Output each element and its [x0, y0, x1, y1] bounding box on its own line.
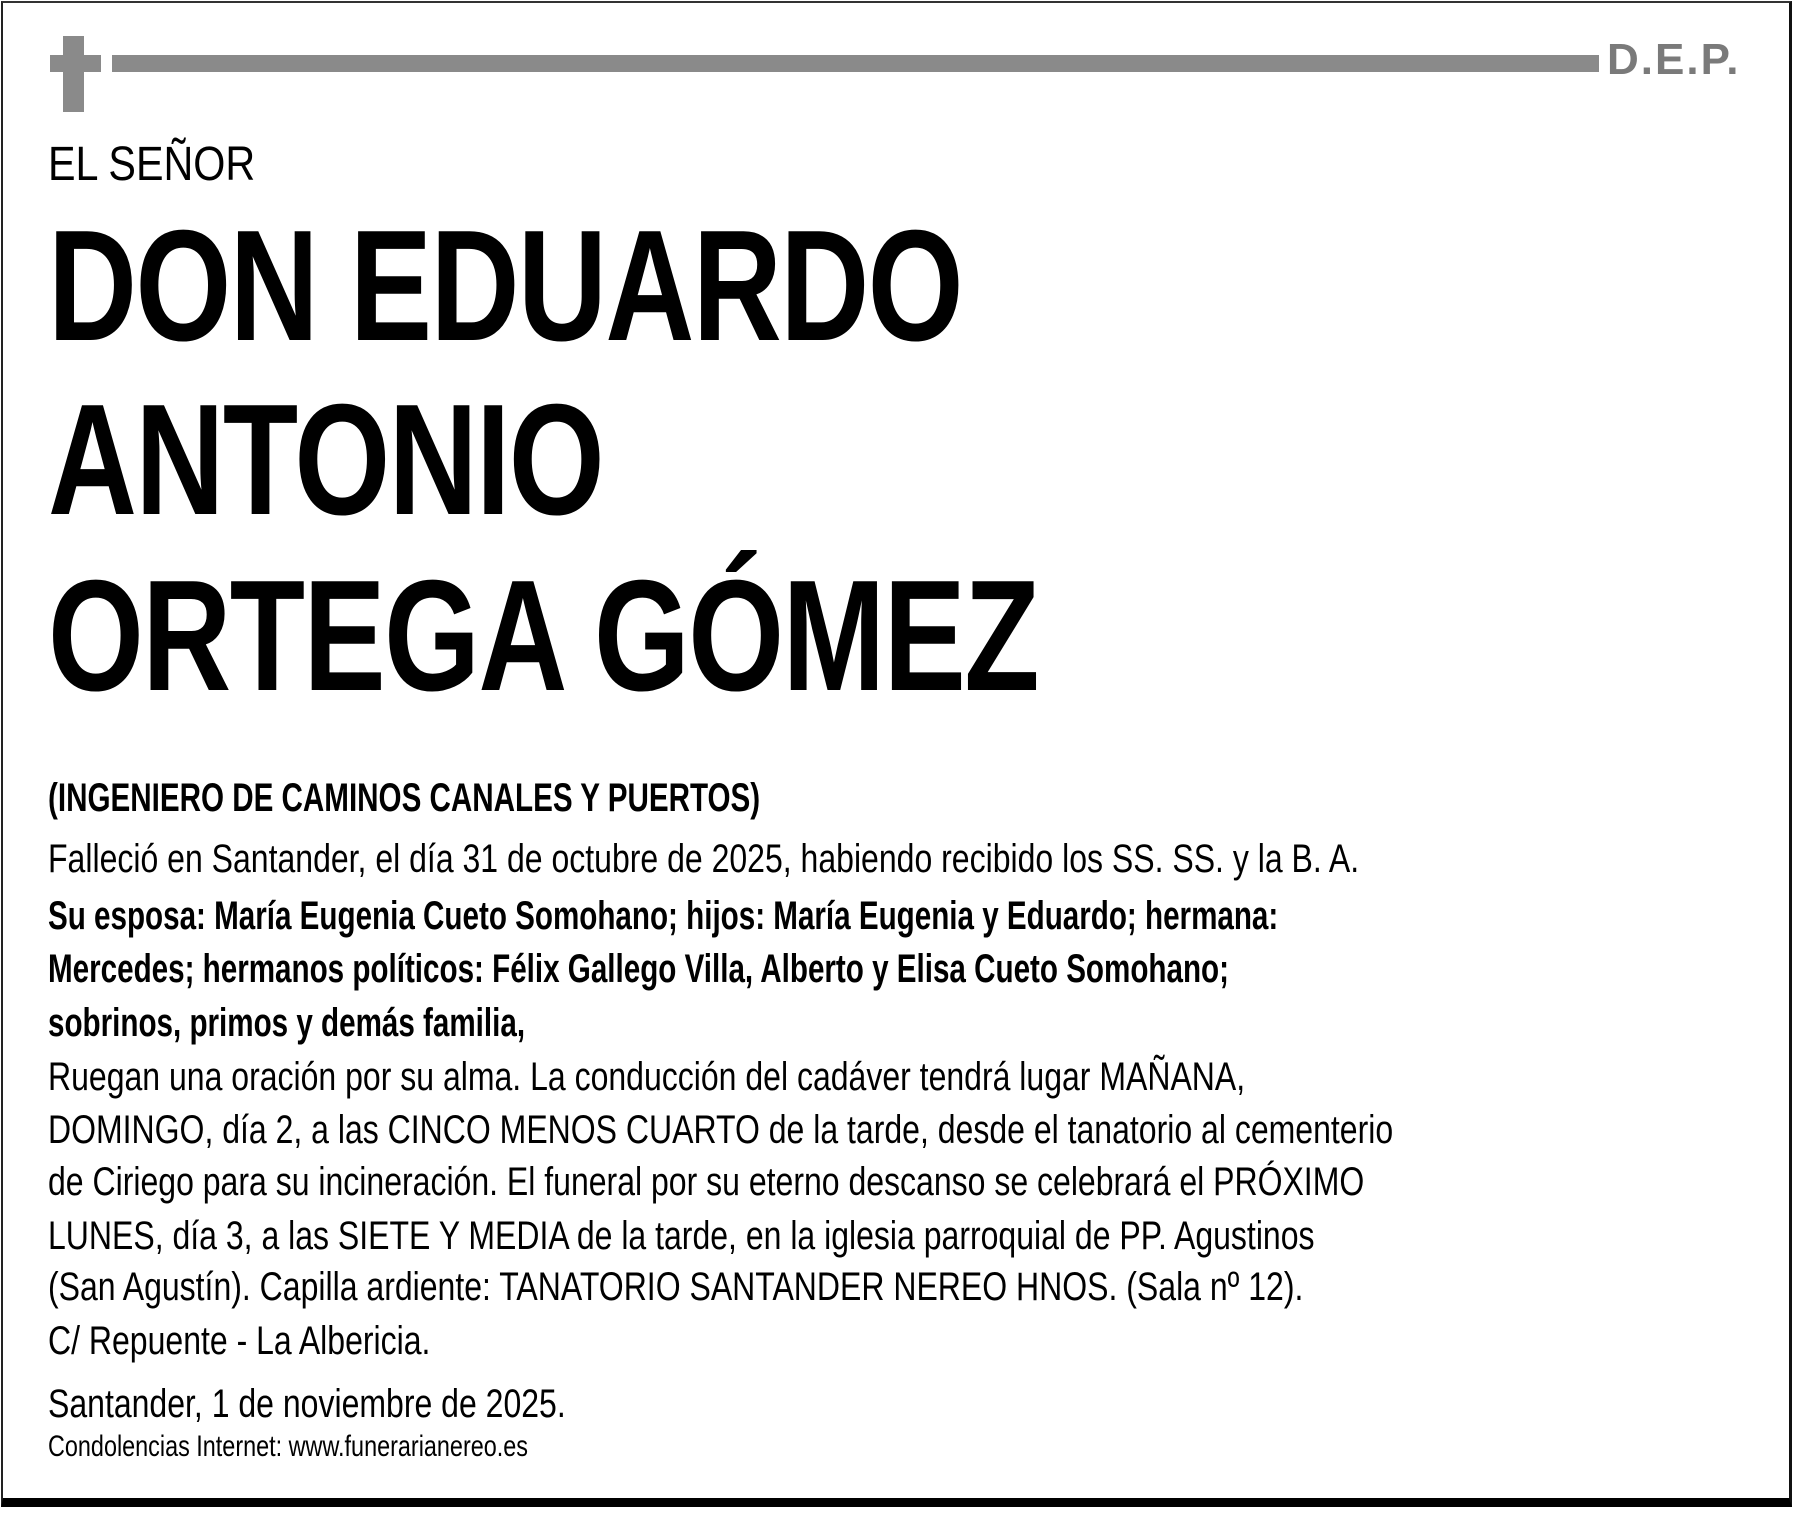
- header-rule: [112, 55, 1599, 72]
- service-line-3: de Ciriego para su incineración. El funeral por su eterno descanso se celebrará el PRÓXIMO: [48, 1160, 1365, 1204]
- service-line-6: C/ Repuente - La Albericia.: [48, 1319, 431, 1363]
- service-line-4: LUNES, día 3, a las SIETE Y MEDIA de la tarde, en la iglesia parroquial de PP. Agustinos: [48, 1214, 1315, 1258]
- honorific: EL SEÑOR: [48, 138, 256, 191]
- dep-label: D.E.P.: [1607, 35, 1741, 84]
- name-line-2: ANTONIO: [48, 372, 604, 548]
- name-line-1: DON EDUARDO: [48, 198, 963, 374]
- death-notice: Falleció en Santander, el día 31 de octubre de 2025, habiendo recibido los SS. SS. y la B. A.: [48, 837, 1360, 881]
- condolences-link[interactable]: Condolencias Internet: www.funerarianereo.es: [48, 1430, 528, 1463]
- service-line-2: DOMINGO, día 2, a las CINCO MENOS CUARTO de la tarde, desde el tanatorio al cementerio: [48, 1108, 1394, 1152]
- cross-vertical-bar: [63, 36, 84, 112]
- profession: (INGENIERO DE CAMINOS CANALES Y PUERTOS): [48, 776, 761, 820]
- cross-horizontal-bar: [50, 55, 101, 72]
- service-line-1: Ruegan una oración por su alma. La conducción del cadáver tendrá lugar MAÑANA,: [48, 1055, 1246, 1099]
- family-line-1: Su esposa: María Eugenia Cueto Somohano; hijos: María Eugenia y Eduardo; hermana:: [48, 894, 1279, 938]
- place-date: Santander, 1 de noviembre de 2025.: [48, 1382, 566, 1426]
- service-line-5: (San Agustín). Capilla ardiente: TANATORIO SANTANDER NEREO HNOS. (Sala nº 12).: [48, 1265, 1304, 1309]
- name-line-3: ORTEGA GÓMEZ: [48, 548, 1039, 724]
- family-line-2: Mercedes; hermanos políticos: Félix Gallego Villa, Alberto y Elisa Cueto Somohano;: [48, 947, 1229, 991]
- family-line-3: sobrinos, primos y demás familia,: [48, 1001, 526, 1045]
